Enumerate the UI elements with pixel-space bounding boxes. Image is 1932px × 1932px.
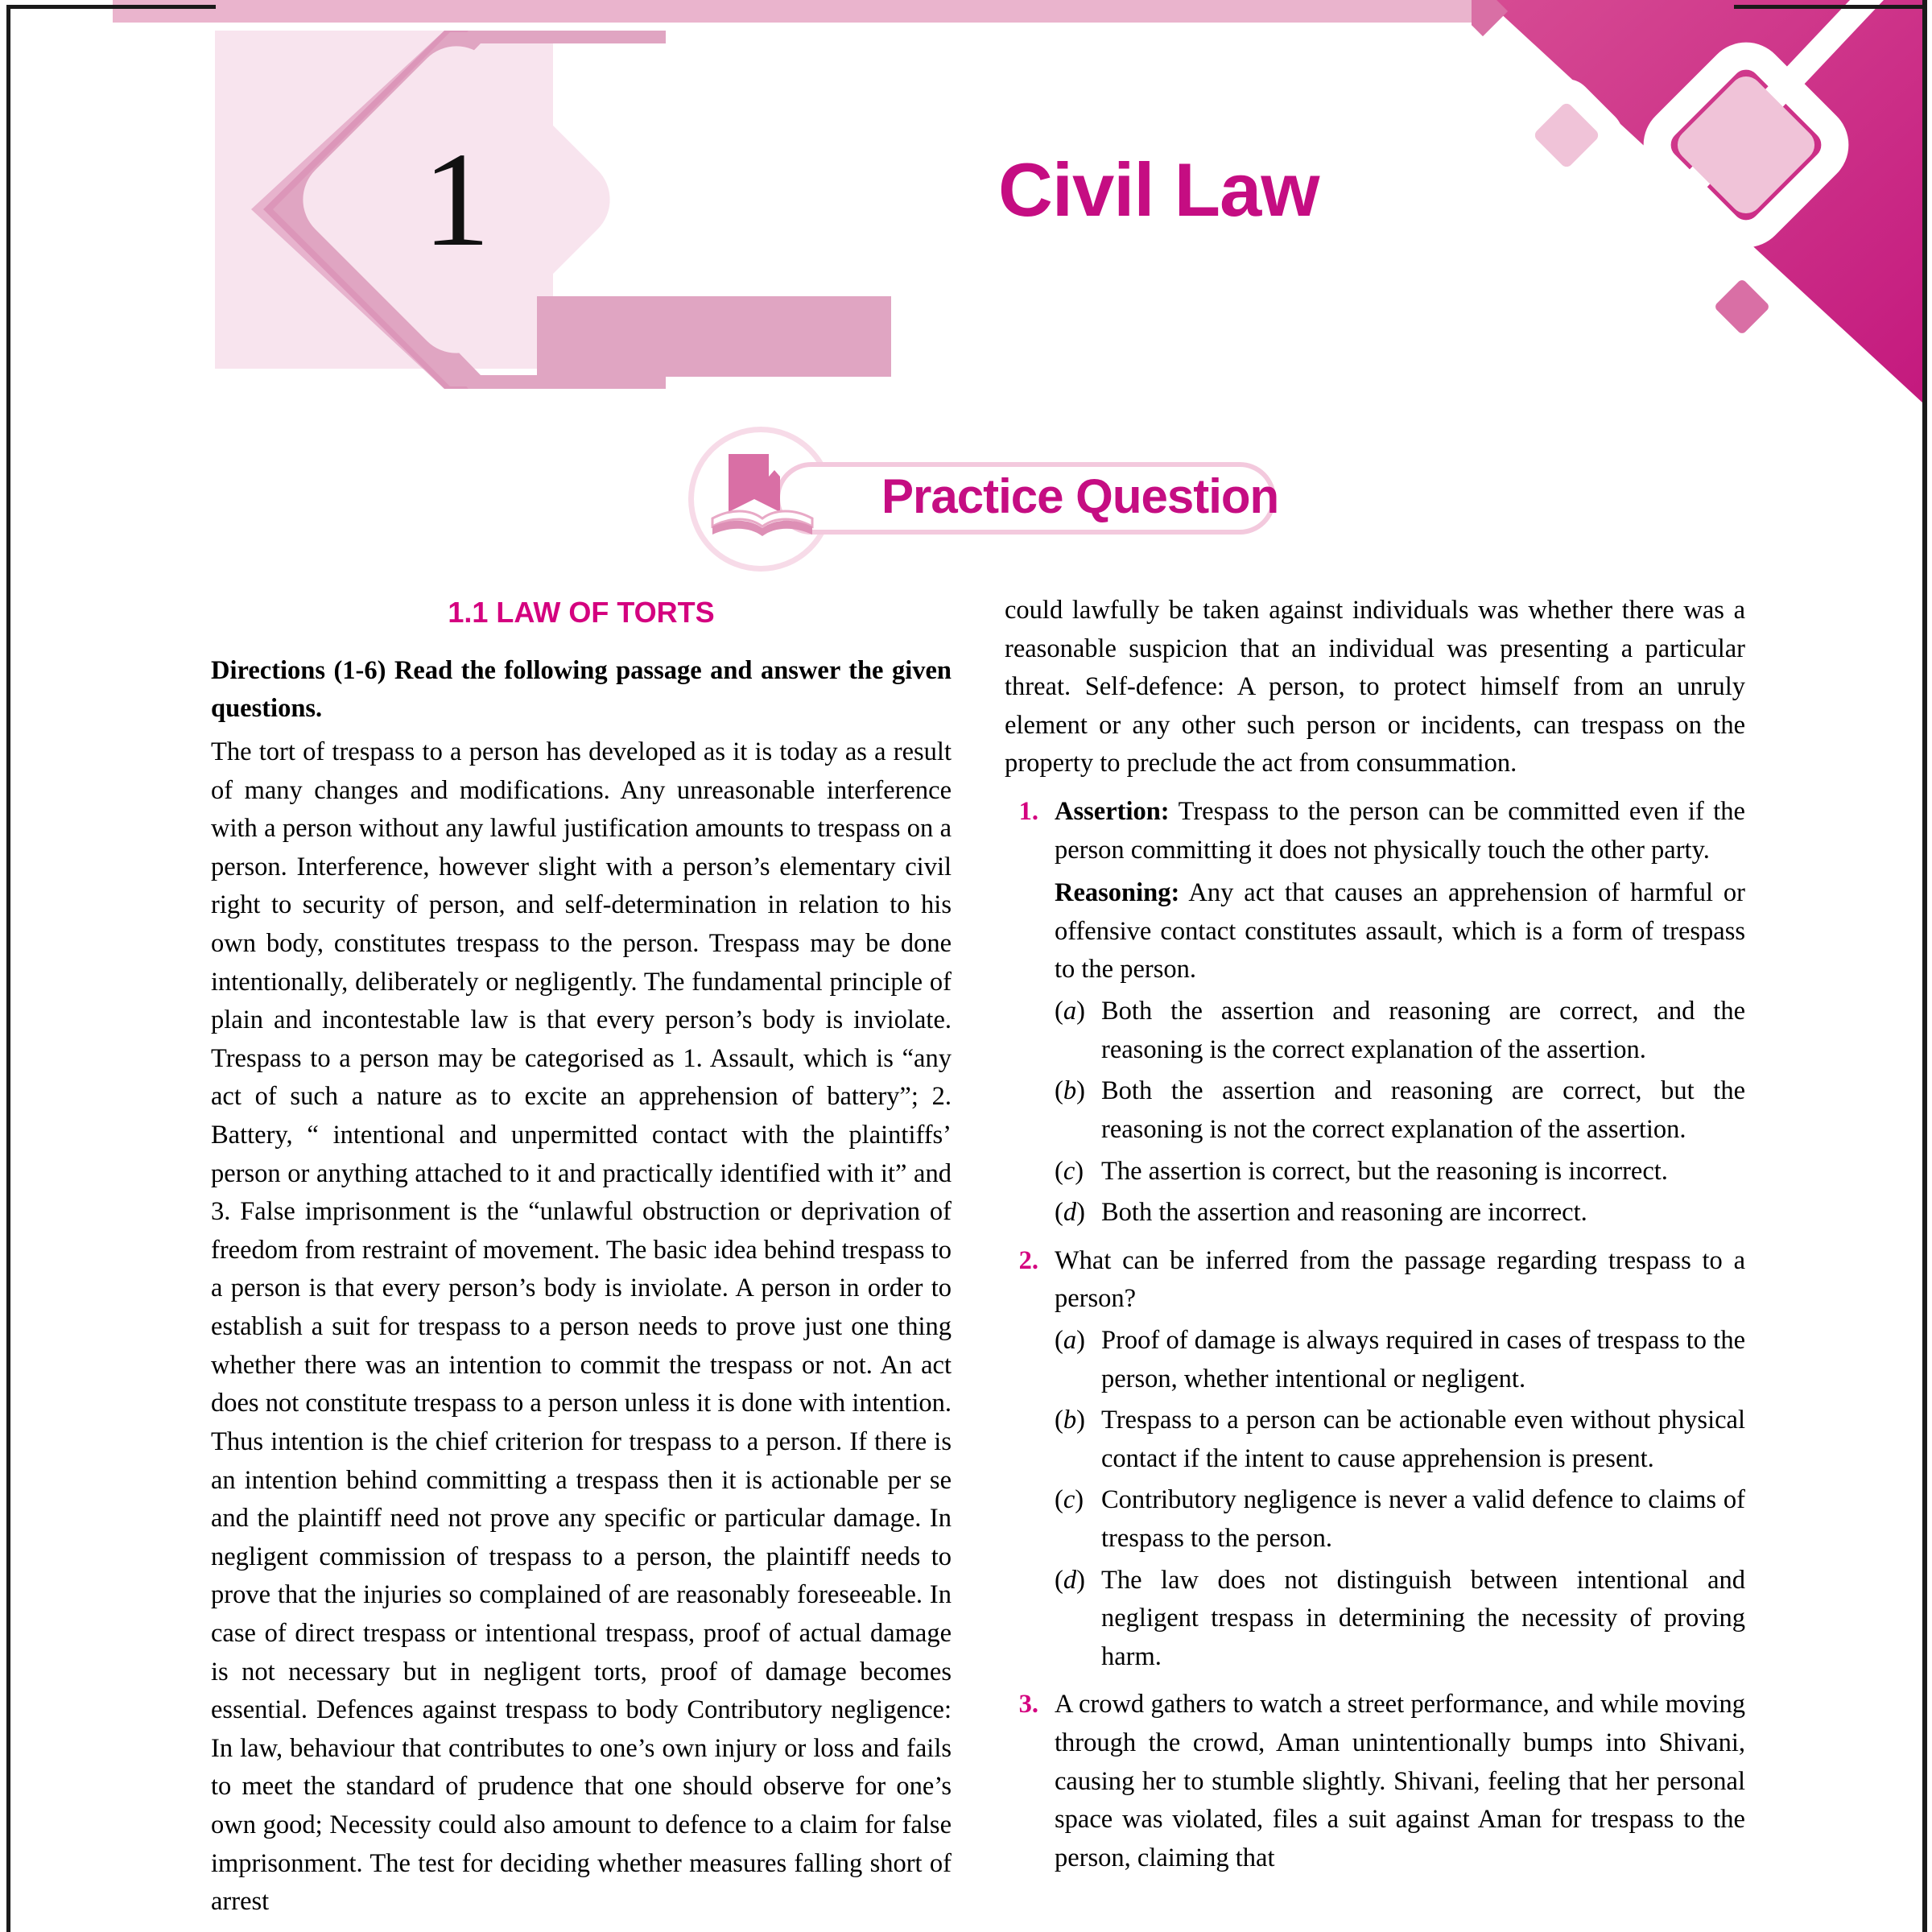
top-ribbon-decoration (113, 0, 1481, 23)
option-letter: c (1063, 1156, 1075, 1186)
right-column (1005, 592, 1745, 1878)
option-letter: d (1063, 1565, 1077, 1595)
question-number: 3. (1018, 1690, 1038, 1719)
section-heading: 1.1 LAW OF TORTS (448, 596, 715, 629)
option-text: Both the assertion and reasoning are correct, but the reasoning is not the correct explanation of the assertion. (1101, 1076, 1745, 1144)
corner-decoration (1472, 0, 1922, 419)
page-border-right (1922, 0, 1927, 1932)
option-key: (b) (1055, 1076, 1085, 1106)
option-letter: a (1063, 997, 1077, 1026)
option-key: (d) (1055, 1565, 1085, 1595)
option-text: The law does not distinguish between intentional and negligent trespass in determining the necessity of proving harm. (1101, 1565, 1745, 1671)
chapter-number-badge (215, 31, 682, 369)
option-row[interactable] (1055, 1072, 1745, 1149)
page-title: Civil Law (998, 147, 1319, 232)
option-row[interactable] (1055, 1153, 1745, 1191)
assertion-text: Trespass to the person can be committed even if the person committing it does not physically touch the other party. (1055, 797, 1745, 865)
option-text: Both the assertion and reasoning are incorrect. (1101, 1198, 1587, 1228)
option-letter: d (1063, 1198, 1077, 1228)
option-key: (d) (1055, 1198, 1085, 1228)
option-list (1055, 1322, 1745, 1676)
open-book-icon (711, 449, 815, 546)
option-key: (c) (1055, 1485, 1084, 1515)
option-row[interactable] (1055, 1194, 1745, 1232)
question-number: 2. (1018, 1245, 1038, 1275)
question-item (1005, 1686, 1745, 1877)
option-list (1055, 993, 1745, 1232)
assertion-label: Assertion: (1055, 797, 1170, 827)
option-row[interactable] (1055, 1402, 1745, 1478)
option-text: Both the assertion and reasoning are correct, and the reasoning is the correct explanation of the assertion. (1101, 997, 1745, 1064)
question-stem: A crowd gathers to watch a street performance, and while moving through the crowd, Aman unintentionally bumps into Shivani, causing her to stumble slightly. Shivani, feeling that her personal space was violated, files a suit against Aman for trespass to the person, claiming that (1055, 1690, 1745, 1872)
question-number: 1. (1018, 797, 1038, 827)
practice-question-badge (688, 427, 1279, 572)
option-key: (a) (1055, 997, 1085, 1026)
badge-label: Practice Question (881, 469, 1279, 523)
chapter-number: 1 (423, 125, 490, 275)
left-column (211, 592, 952, 1922)
option-text: Trespass to a person can be actionable even without physical contact if the intent to cause apprehension is present. (1101, 1406, 1745, 1473)
directions-text: Directions (1-6) Read the following passage and answer the given questions. (211, 655, 952, 724)
question-stem: What can be inferred from the passage regarding trespass to a person? (1055, 1245, 1745, 1314)
page-border-left (6, 5, 10, 1932)
option-text: Proof of damage is always required in cases of trespass to the person, whether intentional or negligent. (1101, 1325, 1745, 1393)
option-letter: a (1063, 1325, 1077, 1355)
question-item (1005, 793, 1745, 1232)
option-key: (b) (1055, 1406, 1085, 1435)
reasoning-label: Reasoning: (1055, 878, 1180, 908)
question-body (1055, 793, 1745, 1232)
reasoning-text: Any act that causes an apprehension of harmful or offensive contact constitutes assault, which is a form of trespass to the person. (1055, 878, 1745, 985)
page-border-top-right (1734, 5, 1927, 9)
question-body (1055, 1686, 1745, 1877)
option-row[interactable] (1055, 993, 1745, 1069)
option-text: The assertion is correct, but the reasoning is incorrect. (1101, 1156, 1668, 1186)
option-text: Contributory negligence is never a valid defence to claims of trespass to the person. (1101, 1485, 1745, 1554)
option-row[interactable] (1055, 1481, 1745, 1558)
option-key: (a) (1055, 1325, 1085, 1355)
option-key: (c) (1055, 1156, 1084, 1186)
reasoning-line (1055, 874, 1745, 989)
passage-continued: could lawfully be taken against individuals was whether there was a reasonable suspicion that an individual was presenting a particular threat. Self-defence: A person, to protect himself from an unruly element or any other such person or incidents, can trespass on the property to preclude the act from consummation. (1005, 596, 1745, 778)
option-row[interactable] (1055, 1562, 1745, 1677)
option-row[interactable] (1055, 1322, 1745, 1398)
question-body (1055, 1242, 1745, 1677)
question-item (1005, 1242, 1745, 1677)
option-letter: b (1063, 1076, 1077, 1106)
page-border-top-left (6, 5, 216, 9)
assertion-line (1055, 793, 1745, 869)
option-letter: b (1063, 1406, 1077, 1435)
chapter-badge-bar (537, 296, 891, 377)
option-letter: c (1063, 1485, 1075, 1515)
passage-text: The tort of trespass to a person has developed as it is today as a result of many changes and modifications. Any unreasonable interference with a person without any lawful justification amounts to trespass on a person. Interference, however slight with a person’s elementary civil right to security of person, and self-determination in relation to his own body, constitutes trespass to the person. Trespass may be done intentionally, deliberately or negligently. The fundamental principle of plain and incontestable law is that every person’s body is inviolate. Trespass to a person may be categorised as 1. Assault, which is “any act of such a nature as to excite an apprehension of battery”; 2. Battery, “ intentional and unpermitted contact with the plaintiffs’ person or anything attached to it and practically identified with it” and 3. False imprisonment is the “unlawful obstruction or deprivation of freedom from restraint of movement. The basic idea behind trespass to a person is that every person’s body is inviolate. A person in order to establish a suit for trespass to a person needs to prove just one thing whether there was an intention to commit the trespass or not. An act does not constitute trespass to a person unless it is done with intention. Thus intention is the chief criterion for trespass to a person. If there is an intention behind committing a trespass then it is actionable per se and the plaintiff need not prove any specific or particular damage. In negligent commission of trespass to a person, the plaintiff needs to prove that the injuries so complained of are reasonably foreseeable. In case of direct trespass or intentional trespass, proof of actual damage is not necessary but in negligent torts, proof of damage becomes essential. Defences against trespass to body Contributory negligence: In law, behaviour that contributes to one’s own injury or loss and fails to meet the standard of prudence that one should observe for one’s own good; Necessity could also amount to defence to a claim for false imprisonment. The test for deciding whether measures falling short of arrest (211, 737, 952, 1917)
